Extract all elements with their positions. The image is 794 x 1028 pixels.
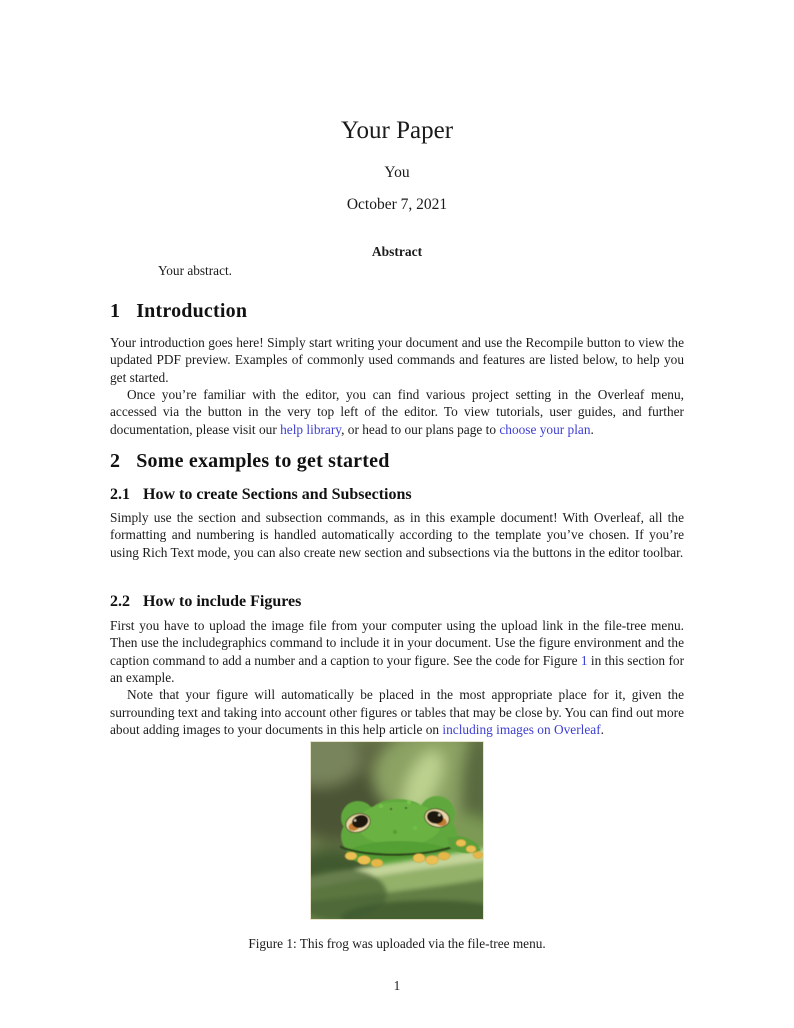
paragraph xyxy=(110,686,684,738)
page-number: 1 xyxy=(393,978,401,993)
section-1-body xyxy=(110,334,684,438)
paragraph-text: First you have to upload the image file from your computer using the upload link in the file-tree menu. Then use the includegraphics command to include it in your document. Use the figure environment and the caption command to add a number and a caption to your figure. See the code for Figure xyxy=(110,618,684,668)
paragraph: Your introduction goes here! Simply start writing your document and use the Recompile button to view the updated PDF preview. Examples of commonly used commands and features are listed below, to help you get started. xyxy=(110,335,684,385)
paragraph-text: in this section for an example. xyxy=(110,652,685,686)
paper-title: Your Paper xyxy=(340,117,454,144)
paragraph-text: . xyxy=(590,421,594,437)
choose-your-plan-link[interactable]: choose your plan xyxy=(499,421,591,437)
section-2-2-body xyxy=(110,617,684,738)
section-2-number: 2 xyxy=(110,450,121,472)
help-library-link[interactable]: help library xyxy=(280,421,342,437)
frog-photo xyxy=(311,742,483,919)
section-1-number: 1 xyxy=(110,300,121,322)
section-2-2-title: How to include Figures xyxy=(143,593,302,610)
including-images-link[interactable]: including images on Overleaf xyxy=(442,722,601,738)
section-1-heading xyxy=(110,300,684,323)
paragraph-text: Note that your figure will automatically be placed in the most appropriate place for it, given the surrounding text and taking into account other figures or tables that may be close by. You can find out more about adding images to your documents in this help article on xyxy=(110,687,684,738)
section-2-2-number: 2.2 xyxy=(110,593,130,610)
paragraph-text: , or head to our plans page to xyxy=(341,421,500,437)
figure-1-ref-link[interactable]: 1 xyxy=(580,652,588,668)
section-2-1-body xyxy=(110,509,684,561)
section-2-heading xyxy=(110,450,684,473)
section-2-1-number: 2.1 xyxy=(110,486,130,503)
paper-author: You xyxy=(384,164,410,181)
paragraph: Simply use the section and subsection commands, as in this example document! With Overleaf, all the formatting and numbering is handled automatically according to the template you’ve chosen. If you’re using Rich Text mode, you can also create new section and subsections via the buttons in the editor toolbar. xyxy=(110,510,684,560)
abstract-text: Your abstract. xyxy=(158,263,232,278)
section-1-title: Introduction xyxy=(136,300,248,322)
section-2-1-title: How to create Sections and Subsections xyxy=(143,486,412,503)
paragraph xyxy=(110,386,684,438)
abstract-heading: Abstract xyxy=(371,244,423,259)
paragraph-text: . xyxy=(600,722,604,738)
section-2-title: Some examples to get started xyxy=(136,450,390,472)
paragraph-text: Once you’re familiar with the editor, you can find various project setting in the Overleaf menu, accessed via the button in the very top left of the editor. To view tutorials, user guides, and further documentation, please visit our xyxy=(110,387,684,437)
section-2-1-heading xyxy=(110,486,684,504)
figure-1 xyxy=(310,741,484,920)
figure-1-caption: Figure 1: This frog was uploaded via the file-tree menu. xyxy=(248,936,546,951)
paragraph xyxy=(110,617,684,686)
paper-date: October 7, 2021 xyxy=(346,196,448,213)
section-2-2-heading xyxy=(110,593,684,611)
